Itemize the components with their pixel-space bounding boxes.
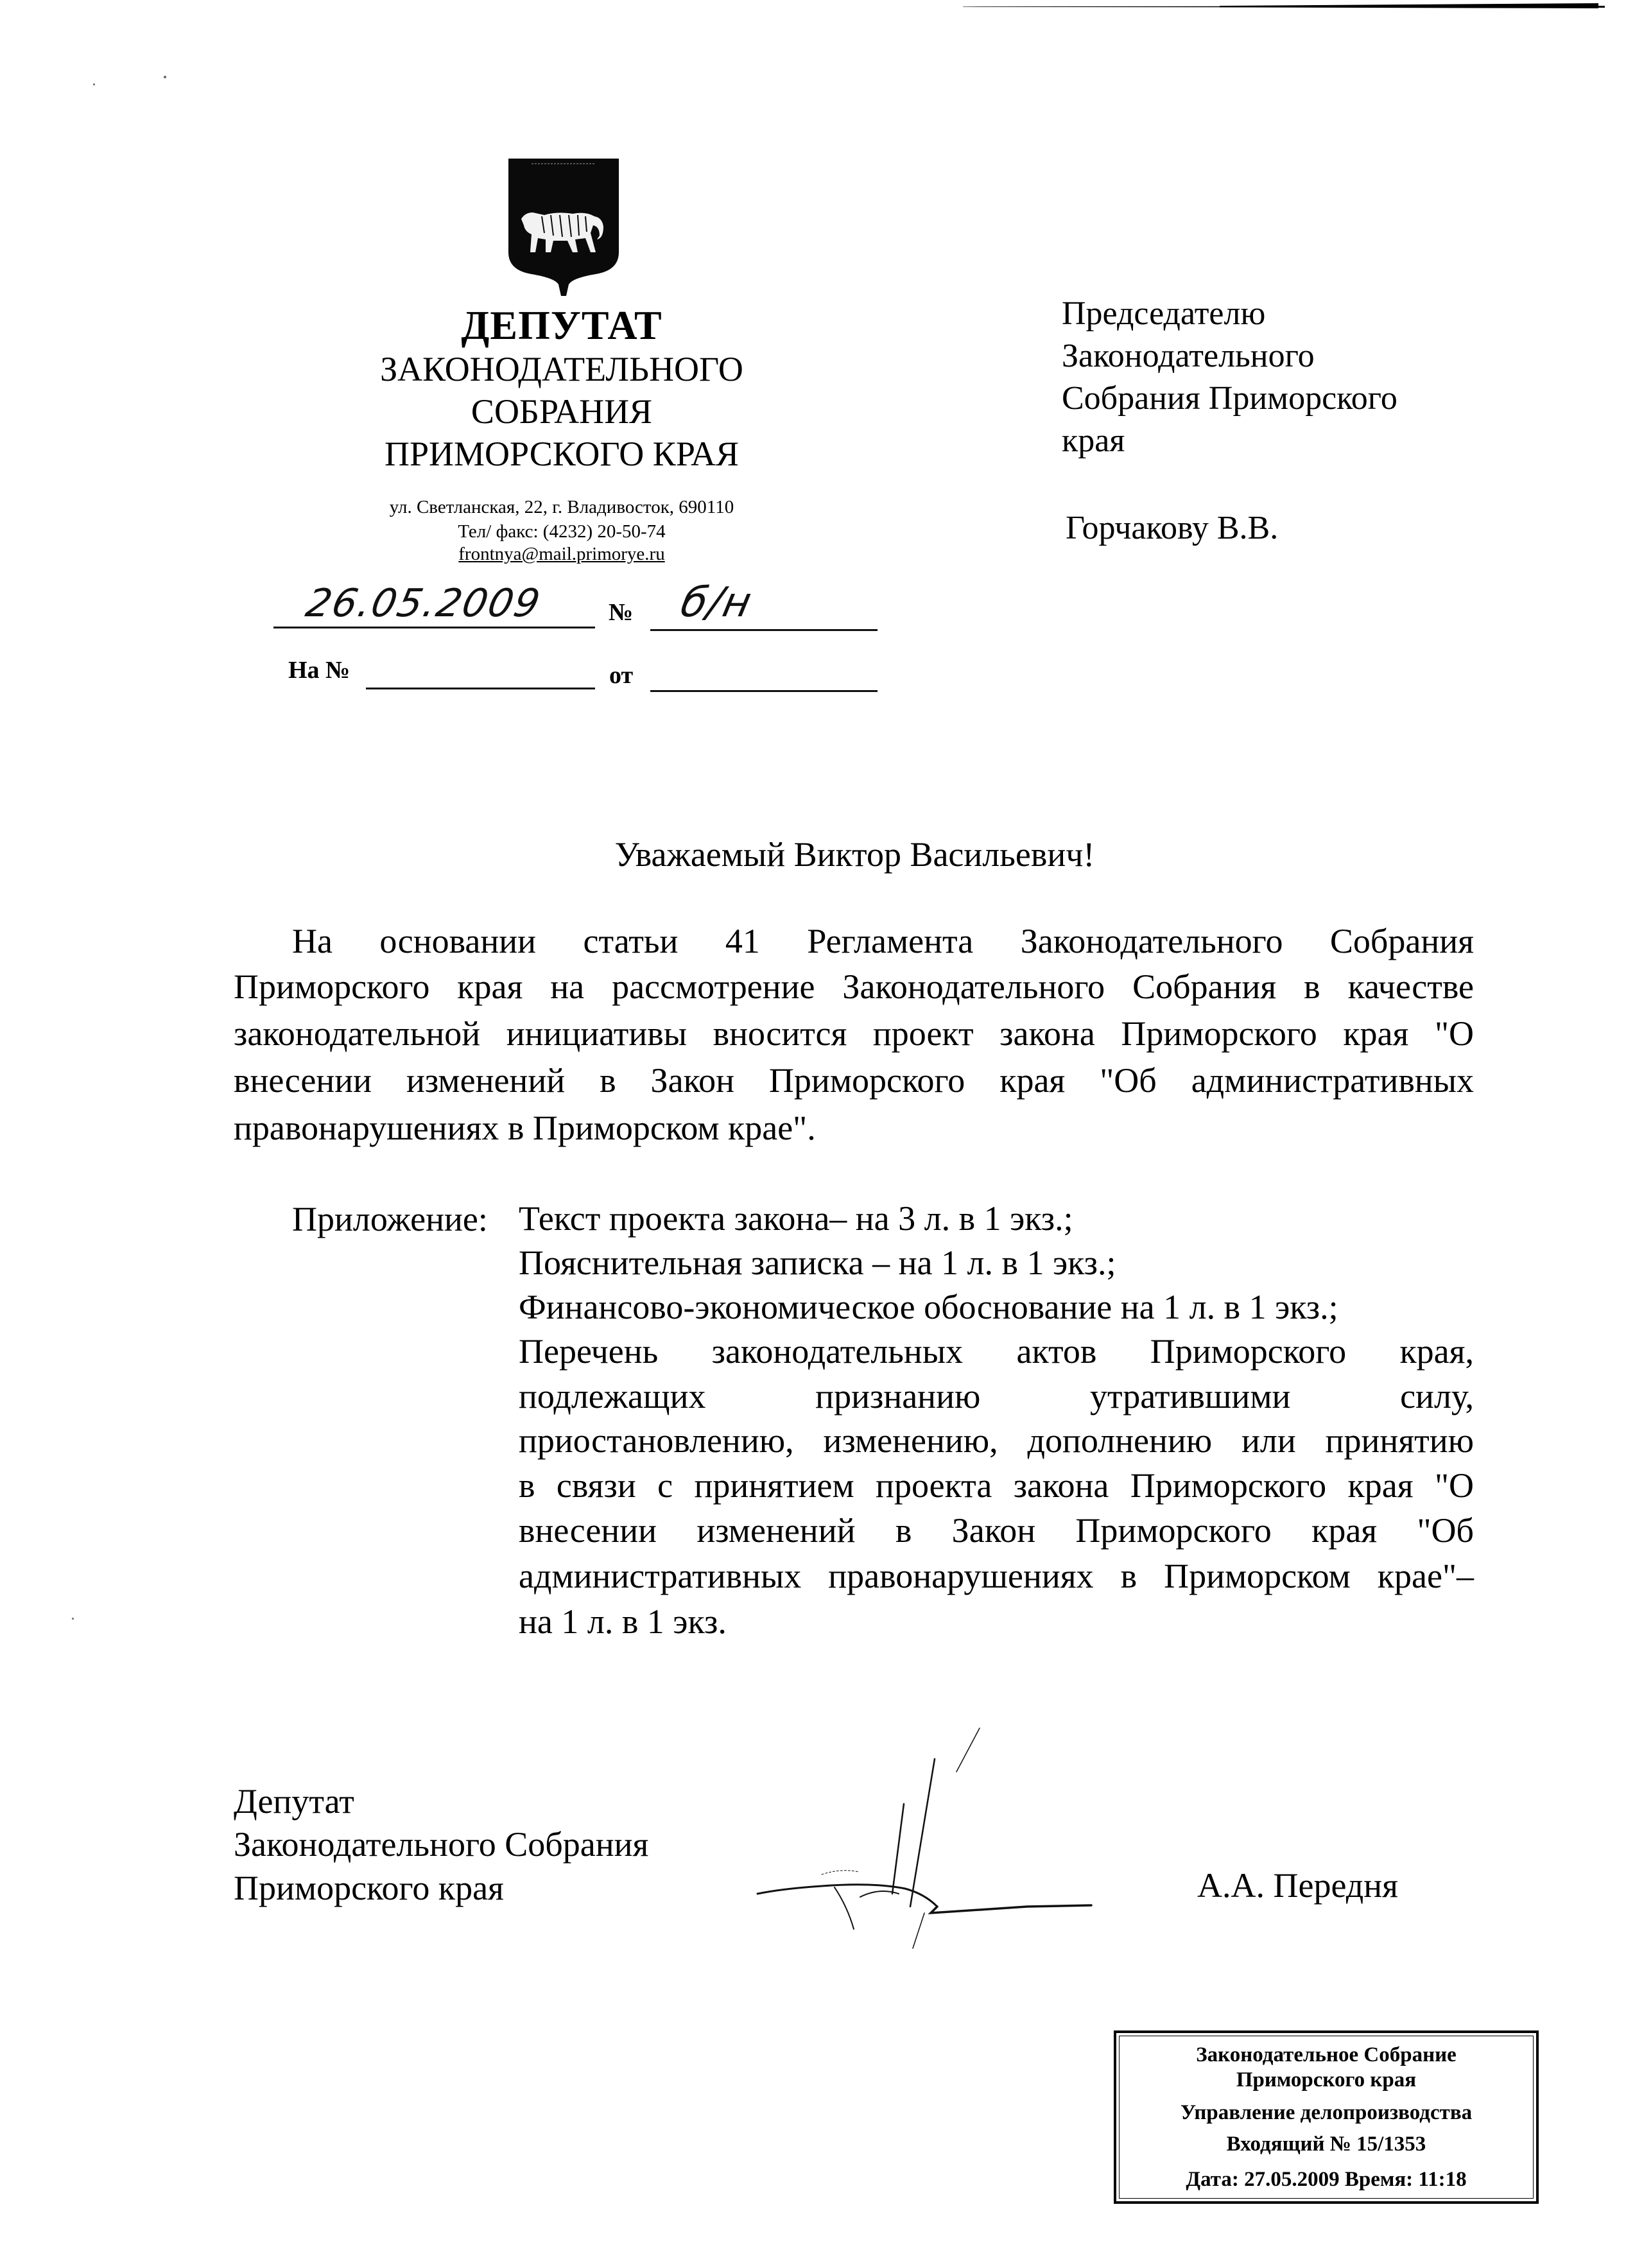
reply-from-date-underline — [650, 690, 878, 692]
letterhead-title: ДЕПУТАТ — [461, 302, 662, 348]
recipient-title-line: края — [1062, 422, 1125, 459]
body-line: На основании статьи 41 Регламента Законодательного Собрания — [292, 922, 1474, 960]
outgoing-date-handwritten: 26.05.2009 — [302, 581, 545, 626]
signatory-position-line: Депутат — [234, 1782, 354, 1821]
recipient-title-line: Председателю — [1062, 295, 1266, 332]
recipient-name: Горчакову В.В. — [1066, 510, 1279, 546]
outgoing-date-underline — [273, 627, 595, 628]
letterhead-phone: Тел/ факс: (4232) 20-50-74 — [458, 521, 666, 542]
incoming-registration-stamp — [1114, 2030, 1539, 2204]
attachment-item: административных правонарушениях в Приморском крае"– — [519, 1557, 1474, 1595]
outgoing-number-label: № — [609, 599, 634, 626]
letterhead-org-line: СОБРАНИЯ — [471, 392, 653, 431]
attachment-item: Пояснительная записка – на 1 л. в 1 экз.; — [519, 1243, 1116, 1282]
body-line: правонарушениях в Приморском крае". — [234, 1109, 816, 1147]
scan-speck — [93, 83, 95, 85]
attachments-label: Приложение: — [292, 1200, 488, 1238]
letterhead-org-line: ПРИМОРСКОГО КРАЯ — [385, 435, 739, 473]
attachment-item: внесении изменений в Закон Приморского края "Об — [519, 1511, 1474, 1550]
stamp-department: Управление делопроизводства — [1180, 2101, 1473, 2124]
attachment-item: Финансово-экономическое обоснование на 1 л. в 1 экз.; — [519, 1288, 1338, 1326]
signatory-position-line: Приморского края — [234, 1869, 504, 1907]
attachment-item: в связи с принятием проекта закона Приморского края "О — [519, 1466, 1474, 1505]
stamp-org-line: Законодательное Собрание — [1196, 2043, 1457, 2066]
letter-greeting: Уважаемый Виктор Васильевич! — [614, 835, 1095, 874]
body-line: законодательной инициативы вносится проект закона Приморского края "О — [234, 1014, 1474, 1053]
attachment-item: Текст проекта закона– на 3 л. в 1 экз.; — [519, 1199, 1073, 1238]
signatory-name: А.А. Передня — [1197, 1866, 1398, 1905]
stamp-date-time: Дата: 27.05.2009 Время: 11:18 — [1186, 2168, 1467, 2191]
letterhead-email-link[interactable]: frontnya@mail.primorye.ru — [458, 544, 665, 564]
body-line: внесении изменений в Закон Приморского края "Об административных — [234, 1061, 1474, 1100]
reply-to-number-underline — [366, 688, 595, 689]
signatory-position-line: Законодательного Собрания — [234, 1825, 649, 1864]
body-line: Приморского края на рассмотрение Законодательного Собрания в качестве — [234, 967, 1474, 1006]
scan-speck — [72, 1618, 74, 1620]
recipient-title-line: Собрания Приморского — [1062, 380, 1397, 417]
attachment-item: Перечень законодательных актов Приморского края, — [519, 1332, 1474, 1371]
outgoing-number-underline — [650, 629, 878, 631]
letterhead-address: ул. Светланская, 22, г. Владивосток, 690110 — [389, 497, 734, 517]
attachment-item: подлежащих признанию утратившими силу, — [519, 1377, 1474, 1415]
attachment-item: приостановлению, изменению, дополнению или принятию — [519, 1421, 1474, 1460]
reply-from-date-label: от — [609, 662, 634, 689]
attachment-item: на 1 л. в 1 экз. — [519, 1602, 727, 1641]
letterhead-org-line: ЗАКОНОДАТЕЛЬНОГО — [380, 350, 743, 388]
recipient-title-line: Законодательного — [1062, 338, 1315, 374]
coat-of-arms-tiger-icon — [506, 156, 621, 296]
reply-to-number-label: На № — [288, 657, 350, 684]
handwritten-signature-icon — [745, 1720, 1117, 1952]
outgoing-number-handwritten: б/н — [677, 579, 757, 627]
stamp-org-line: Приморского края — [1236, 2068, 1417, 2091]
stamp-incoming-number: Входящий № 15/1353 — [1226, 2133, 1426, 2156]
scan-edge-mark-thick — [1220, 3, 1598, 8]
scan-speck — [164, 76, 166, 78]
